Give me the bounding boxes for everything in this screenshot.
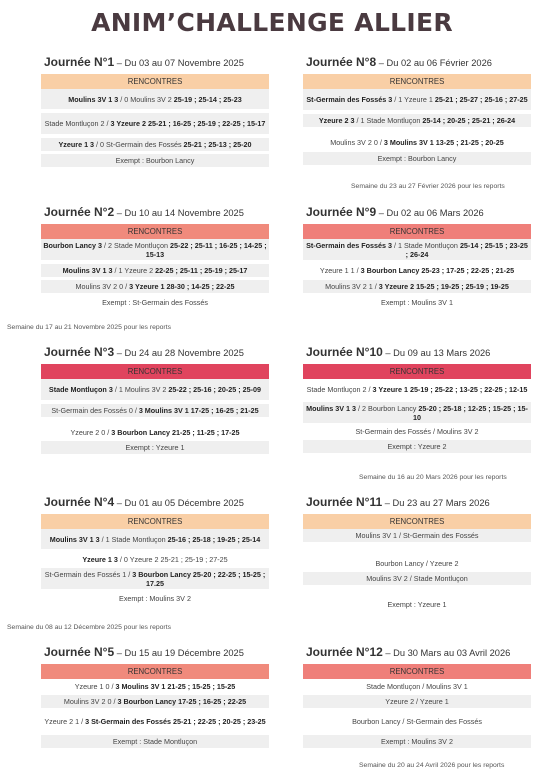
- row-text: St-Germain des Fossés 1 / 3 Bourbon Lancy 25-20 ; 22-25 ; 15-25 ; 17.25: [44, 569, 266, 588]
- row-text: St-Germain des Fossés 3 / 1 Yzeure 1 25-21 ; 25-27 ; 25-16 ; 27-25: [306, 95, 528, 104]
- spacer: [303, 542, 531, 557]
- row-text: Exempt : Stade Montluçon: [112, 737, 198, 746]
- journee-dates: – Du 24 au 28 Novembre 2025: [114, 348, 244, 358]
- exempt-row: [303, 735, 531, 748]
- journee-header: [44, 345, 269, 360]
- winner-text: Moulins 3V 1 3: [49, 534, 100, 544]
- match-row: [41, 280, 269, 293]
- row-text: Exempt : Moulins 3V 1: [381, 298, 453, 307]
- journee-number: Journée N°8: [306, 55, 377, 69]
- match-row: [303, 529, 531, 542]
- exempt-row: [303, 440, 531, 453]
- winner-text: 25-16 ; 25-18 ; 19-25 ; 25-14: [167, 534, 261, 544]
- winner-text: 3 Moulins 3V 1 21-25 ; 15-25 ; 15-25: [115, 681, 236, 691]
- match-row: [41, 695, 269, 708]
- match-row: [303, 136, 531, 149]
- rencontres-header: RENCONTRES: [41, 224, 269, 239]
- winner-text: St-Germain des Fossés 3: [306, 95, 393, 104]
- journee-header: [44, 205, 269, 220]
- row-text: Moulins 3V 2 1 / 3 Yzeure 2 15-25 ; 19-25 ; 25-19 ; 19-25: [325, 282, 509, 291]
- match-row: [303, 425, 531, 438]
- reports-note: Semaine du 16 au 20 Mars 2026 pour les reports: [359, 474, 507, 481]
- spacer: [41, 417, 269, 426]
- reports-note: Semaine du 23 au 27 Février 2026 pour les reports: [351, 183, 505, 190]
- match-row: [41, 711, 269, 731]
- row-text: Exempt : Bourbon Lancy: [377, 154, 457, 163]
- journee-header: [44, 55, 269, 70]
- winner-text: 22-25 ; 25-11 ; 25-19 ; 25-17: [155, 266, 248, 275]
- winner-text: Yzeure 1 3: [58, 140, 95, 149]
- winner-text: 25-22 ; 25-11 ; 16-25 ; 14-25 ; 15-13: [145, 240, 267, 259]
- reports-note: Semaine du 17 au 21 Novembre 2025 pour les reports: [7, 324, 171, 331]
- row-text: Stade Montluçon 3 / 1 Moulins 3V 2 25-22 ; 25-16 ; 20-25 ; 25-09: [48, 385, 262, 394]
- winner-text: 3 Bourbon Lancy 21-25 ; 11-25 ; 17-25: [111, 428, 240, 437]
- winner-text: 25-22 ; 25-16 ; 20-25 ; 25-09: [168, 385, 262, 394]
- journee-number: Journée N°11: [306, 495, 383, 509]
- journee-header: [306, 495, 531, 510]
- match-row: [41, 426, 269, 439]
- journee-header: [306, 205, 531, 220]
- row-text: Exempt : Yzeure 1: [125, 443, 185, 452]
- match-row: [303, 264, 531, 277]
- journee-11: [303, 495, 531, 611]
- match-row: [41, 568, 269, 589]
- row-text: Yzeure 1 0 / 3 Moulins 3V 1 21-25 ; 15-25 ; 15-25: [74, 681, 236, 691]
- journee-1: [41, 55, 269, 167]
- spacer: [303, 585, 531, 598]
- row-text: Exempt : Moulins 3V 2: [119, 594, 191, 603]
- rencontres-header: RENCONTRES: [303, 364, 531, 379]
- journee-header: [44, 495, 269, 510]
- match-row: [303, 557, 531, 570]
- journee-9: [303, 205, 531, 309]
- winner-text: 3 Yzeure 1 28-30 ; 14-25 ; 22-25: [129, 282, 235, 291]
- row-text: Moulins 3V 1 3 / 2 Bourbon Lancy 25-20 ; 25-18 ; 12-25 ; 15-25 ; 15-10: [306, 403, 528, 422]
- journee-number: Journée N°1: [44, 55, 115, 69]
- spacer: [303, 127, 531, 136]
- winner-text: 25-14 ; 20-25 ; 25-21 ; 26-24: [422, 116, 516, 125]
- row-text: St-Germain des Fossés 3 / 1 Stade Montluçon 25-14 ; 25-15 ; 23-25 ; 26-24: [306, 240, 528, 259]
- match-row: [41, 264, 269, 277]
- journee-header: [306, 645, 531, 660]
- winner-text: Moulins 3V 1 3: [68, 94, 119, 104]
- winner-text: 25-20 ; 25-18 ; 12-25 ; 15-25 ; 15-10: [413, 403, 528, 422]
- match-row: [303, 239, 531, 260]
- row-text: Yzeure 1 1 / 3 Bourbon Lancy 25-23 ; 17-25 ; 22-25 ; 21-25: [319, 266, 515, 275]
- journee-header: [44, 645, 269, 660]
- winner-text: 3 Yzeure 2 25-21 ; 16-25 ; 25-19 ; 22-25 ; 15-17: [110, 119, 266, 128]
- journee-4: [41, 495, 269, 605]
- match-row: [303, 679, 531, 693]
- journee-number: Journée N°4: [44, 495, 115, 509]
- match-row: [303, 711, 531, 731]
- rencontres-header: RENCONTRES: [303, 224, 531, 239]
- match-row: [41, 138, 269, 151]
- winner-text: Moulins 3V 1 3: [306, 403, 357, 413]
- journee-dates: – Du 02 au 06 Mars 2026: [376, 208, 484, 218]
- row-text: Exempt : Yzeure 1: [387, 600, 447, 609]
- journee-number: Journée N°3: [44, 345, 115, 359]
- winner-text: 3 Moulins 3V 1 17-25 ; 16-25 ; 21-25: [138, 406, 259, 415]
- row-text: Yzeure 2 0 / 3 Bourbon Lancy 21-25 ; 11-25 ; 17-25: [70, 428, 240, 437]
- match-row: [303, 572, 531, 585]
- row-text: Exempt : Moulins 3V 2: [381, 737, 453, 746]
- rencontres-header: RENCONTRES: [41, 514, 269, 529]
- row-text: Yzeure 2 3 / 1 Stade Montluçon 25-14 ; 20-25 ; 25-21 ; 26-24: [318, 116, 516, 125]
- rencontres-header: RENCONTRES: [41, 364, 269, 379]
- winner-text: 25-19 ; 25-14 ; 25-23: [173, 94, 242, 104]
- row-text: Moulins 3V 1 3 / 0 Moulins 3V 2 25-19 ; 25-14 ; 25-23: [68, 94, 242, 104]
- journee-header: [306, 345, 531, 360]
- row-text: Moulins 3V 1 3 / 1 Yzeure 2 22-25 ; 25-11 ; 25-19 ; 25-17: [62, 266, 248, 275]
- journee-dates: – Du 01 au 05 Décembre 2025: [114, 498, 244, 508]
- journee-dates: – Du 02 au 06 Février 2026: [376, 58, 492, 68]
- exempt-row: [303, 152, 531, 165]
- winner-text: 3 Yzeure 2 15-25 ; 19-25 ; 25-19 ; 19-25: [378, 282, 509, 291]
- journee-2: [41, 205, 269, 309]
- row-text: Moulins 3V 2 0 / 3 Yzeure 1 28-30 ; 14-25 ; 22-25: [75, 282, 235, 291]
- row-text: Moulins 3V 2 0 / 3 Bourbon Lancy 17-25 ; 16-25 ; 22-25: [63, 697, 247, 706]
- journee-dates: – Du 09 au 13 Mars 2026: [382, 348, 491, 358]
- reports-note: Semaine du 20 au 24 Avril 2026 pour les reports: [359, 762, 505, 769]
- row-text: Stade Montluçon 2 / 3 Yzeure 1 25-19 ; 25-22 ; 13-25 ; 22-25 ; 12-15: [306, 385, 528, 394]
- match-row: [41, 679, 269, 693]
- rencontres-header: RENCONTRES: [303, 664, 531, 679]
- exempt-row: [303, 598, 531, 611]
- reports-note: Semaine du 08 au 12 Décembre 2025 pour les reports: [7, 624, 171, 631]
- rencontres-header: RENCONTRES: [41, 74, 269, 89]
- winner-text: Yzeure 2 3: [318, 116, 355, 125]
- row-text: Moulins 3V 2 / Stade Montluçon: [366, 574, 468, 583]
- exempt-row: [303, 296, 531, 309]
- match-row: [303, 695, 531, 708]
- rencontres-header: RENCONTRES: [303, 514, 531, 529]
- rencontres-header: RENCONTRES: [41, 664, 269, 679]
- match-row: [303, 280, 531, 293]
- journee-number: Journée N°9: [306, 205, 377, 219]
- winner-text: 3 Yzeure 1 25-19 ; 25-22 ; 13-25 ; 22-25 ; 12-15: [372, 385, 528, 394]
- match-row: [41, 404, 269, 417]
- journee-number: Journée N°10: [306, 345, 383, 359]
- exempt-row: [41, 441, 269, 454]
- winner-text: 3 Bourbon Lancy 25-23 ; 17-25 ; 22-25 ; 21-25: [360, 266, 515, 275]
- row-text: St-Germain des Fossés / Moulins 3V 2: [355, 427, 479, 436]
- row-text: Moulins 3V 1 3 / 1 Stade Montluçon 25-16 ; 25-18 ; 19-25 ; 25-14: [49, 534, 261, 544]
- row-text: Moulins 3V 2 0 / 3 Moulins 3V 1 13-25 ; 21-25 ; 20-25: [330, 138, 504, 147]
- journee-10: [303, 345, 531, 453]
- row-text: Yzeure 1 3 / 0 St-Germain des Fossés 25-21 ; 25-13 ; 25-20: [58, 140, 252, 149]
- exempt-row: [41, 592, 269, 605]
- exempt-row: [41, 735, 269, 748]
- winner-text: 3 Bourbon Lancy 17-25 ; 16-25 ; 22-25: [117, 697, 247, 706]
- journee-8: [303, 55, 531, 165]
- row-text: Bourbon Lancy / Yzeure 2: [375, 559, 459, 568]
- row-text: Yzeure 1 3 / 0 Yzeure 2 25-21 ; 25-19 ; 27-25: [82, 555, 228, 564]
- winner-text: 25-21 ; 25-27 ; 25-16 ; 27-25: [434, 95, 528, 104]
- winner-text: 3 Bourbon Lancy 25-20 ; 22-25 ; 15-25 ; 17.25: [132, 569, 266, 588]
- exempt-row: [41, 154, 269, 167]
- match-row: [41, 239, 269, 260]
- match-row: [41, 89, 269, 109]
- row-text: Exempt : Bourbon Lancy: [115, 156, 195, 165]
- row-text: St-Germain des Fossés 0 / 3 Moulins 3V 1 17-25 ; 16-25 ; 21-25: [51, 406, 259, 415]
- exempt-row: [41, 296, 269, 309]
- row-text: Stade Montluçon 2 / 3 Yzeure 2 25-21 ; 16-25 ; 25-19 ; 22-25 ; 15-17: [44, 119, 266, 128]
- row-text: Bourbon Lancy / St-Germain des Fossés: [352, 716, 482, 726]
- match-row: [303, 379, 531, 400]
- row-text: Yzeure 2 / Yzeure 1: [385, 697, 449, 706]
- match-row: [41, 529, 269, 549]
- journee-number: Journée N°5: [44, 645, 115, 659]
- journee-number: Journée N°12: [306, 645, 383, 659]
- journee-number: Journée N°2: [44, 205, 115, 219]
- winner-text: 25-14 ; 25-15 ; 23-25 ; 26-24: [405, 240, 528, 259]
- winner-text: 3 St-Germain des Fossés 25-21 ; 22-25 ; 20-25 ; 23-25: [85, 716, 266, 726]
- row-text: Stade Montluçon / Moulins 3V 1: [366, 681, 468, 691]
- row-text: Moulins 3V 1 / St-Germain des Fossés: [355, 531, 479, 540]
- journee-12: [303, 645, 531, 748]
- winner-text: 25-21 ; 25-13 ; 25-20: [183, 140, 252, 149]
- journee-dates: – Du 15 au 19 Décembre 2025: [114, 648, 244, 658]
- journee-dates: – Du 30 Mars au 03 Avril 2026: [382, 648, 511, 658]
- match-row: [41, 113, 269, 134]
- winner-text: Bourbon Lancy 3: [43, 240, 103, 250]
- journee-5: [41, 645, 269, 748]
- row-text: Yzeure 2 1 / 3 St-Germain des Fossés 25-21 ; 22-25 ; 20-25 ; 23-25: [44, 716, 266, 726]
- winner-text: Moulins 3V 1 3: [62, 266, 113, 275]
- journee-dates: – Du 10 au 14 Novembre 2025: [114, 208, 244, 218]
- winner-text: 3 Moulins 3V 1 13-25 ; 21-25 ; 20-25: [383, 138, 504, 147]
- winner-text: Yzeure 1 3: [82, 555, 118, 564]
- page-title: ANIM’CHALLENGE ALLIER: [91, 8, 453, 37]
- winner-text: Stade Montluçon 3: [48, 385, 113, 394]
- row-text: Bourbon Lancy 3 / 2 Stade Montluçon 25-22 ; 25-11 ; 16-25 ; 14-25 ; 15-13: [43, 240, 267, 259]
- journee-dates: – Du 23 au 27 Mars 2026: [382, 498, 490, 508]
- match-row: [303, 402, 531, 423]
- match-row: [303, 114, 531, 127]
- rencontres-header: RENCONTRES: [303, 74, 531, 89]
- journee-dates: – Du 03 au 07 Novembre 2025: [114, 58, 244, 68]
- journee-3: [41, 345, 269, 454]
- match-row: [41, 553, 269, 566]
- winner-text: St-Germain des Fossés 3: [306, 240, 392, 250]
- match-row: [41, 379, 269, 400]
- match-row: [303, 89, 531, 110]
- row-text: Exempt : St-Germain des Fossés: [102, 298, 208, 307]
- row-text: Exempt : Yzeure 2: [387, 442, 447, 451]
- journee-header: [306, 55, 531, 70]
